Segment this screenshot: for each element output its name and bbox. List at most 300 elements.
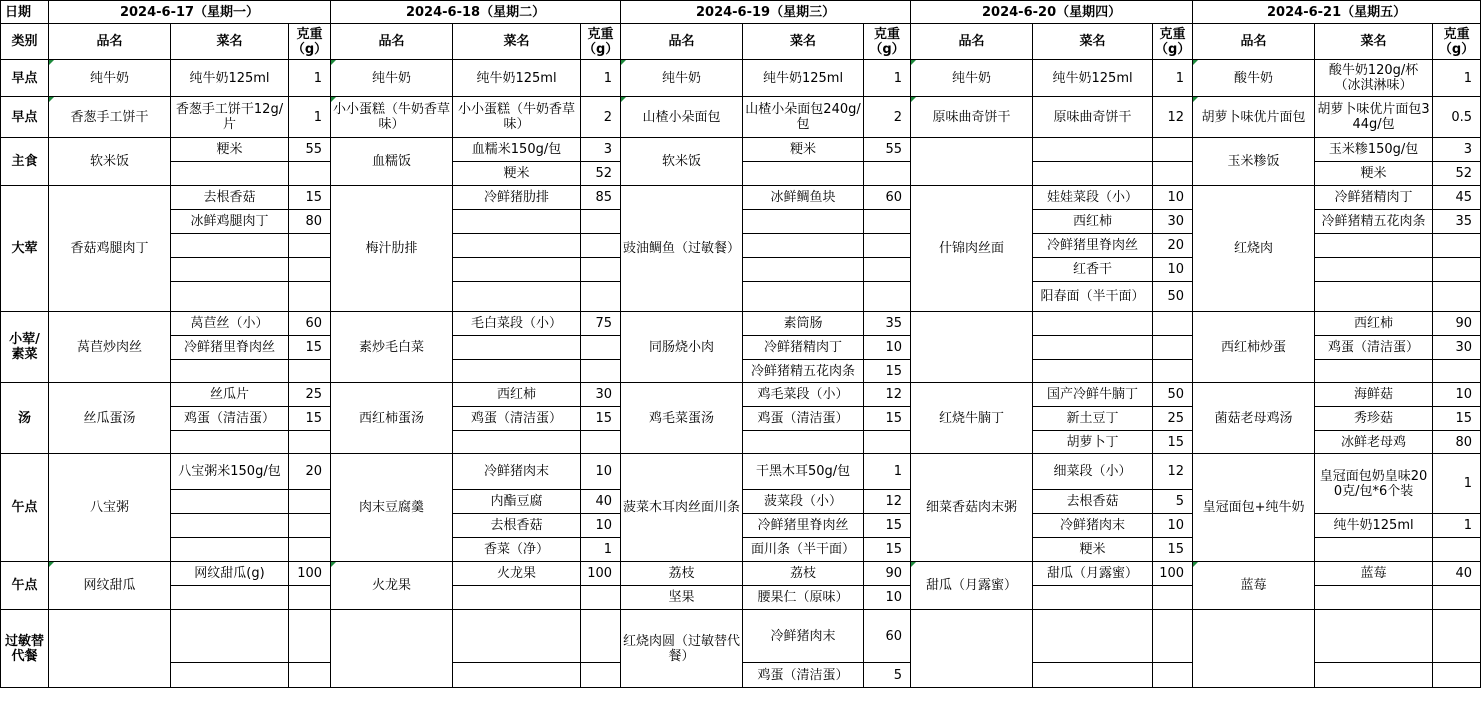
dish-name: 西红柿炒蛋 — [1193, 312, 1315, 383]
ingredient-name: 素筒肠 — [743, 312, 864, 336]
dish-name: 八宝粥 — [49, 454, 171, 562]
ingredient-weight: 80 — [289, 210, 331, 234]
ingredient-weight: 45 — [1433, 186, 1481, 210]
ingredient-name — [743, 162, 864, 186]
ingredient-weight: 90 — [1433, 312, 1481, 336]
category-label: 汤 — [1, 383, 49, 454]
ingredient-name: 冷鲜猪肋排 — [453, 186, 581, 210]
ingredient-name: 粳米 — [1315, 162, 1433, 186]
ingredient-weight: 12 — [1153, 454, 1193, 490]
category-label: 小荤/素菜 — [1, 312, 49, 383]
ingredient-name: 鸡蛋（清洁蛋） — [453, 407, 581, 431]
ingredient-weight: 1 — [864, 60, 911, 97]
ingredient-weight — [1153, 138, 1193, 162]
ingredient-name: 冷鲜猪肉末 — [1033, 514, 1153, 538]
ingredient-name: 山楂小朵面包240g/包 — [743, 97, 864, 138]
ingredient-weight: 1 — [1433, 60, 1481, 97]
ingredient-weight — [1153, 360, 1193, 383]
ingredient-name — [1033, 162, 1153, 186]
ingredient-weight: 10 — [864, 336, 911, 360]
ingredient-weight — [289, 162, 331, 186]
ingredient-name — [743, 234, 864, 258]
ingredient-weight: 15 — [1433, 407, 1481, 431]
ingredient-name: 新土豆丁 — [1033, 407, 1153, 431]
dish-name: 玉米糁饭 — [1193, 138, 1315, 186]
ingredient-name — [453, 360, 581, 383]
ingredient-weight: 30 — [1153, 210, 1193, 234]
ingredient-weight — [1433, 610, 1481, 663]
ingredient-name — [171, 234, 289, 258]
ingredient-weight: 1 — [1433, 514, 1481, 538]
ingredient-name — [171, 162, 289, 186]
ingredient-weight — [1153, 312, 1193, 336]
ingredient-weight: 10 — [1153, 514, 1193, 538]
ingredient-name: 鸡毛菜段（小） — [743, 383, 864, 407]
ingredient-weight: 90 — [864, 562, 911, 586]
ingredient-weight: 15 — [581, 407, 621, 431]
day-header: 2024-6-21（星期五） — [1193, 1, 1481, 24]
ingredient-name — [743, 258, 864, 282]
ingredient-name — [171, 514, 289, 538]
ingredient-name: 内酯豆腐 — [453, 490, 581, 514]
category-label: 午点 — [1, 454, 49, 562]
ingredient-name: 冷鲜猪精五花肉条 — [743, 360, 864, 383]
dish-name: 同肠烧小肉 — [621, 312, 743, 383]
ingredient-name — [1315, 258, 1433, 282]
ingredient-name: 粳米 — [1033, 538, 1153, 562]
ingredient-weight — [581, 234, 621, 258]
ingredient-weight — [581, 258, 621, 282]
ingredient-weight — [1433, 234, 1481, 258]
dish-name: 纯牛奶 — [331, 60, 453, 97]
dish-name: 红烧牛腩丁 — [911, 383, 1033, 454]
ingredient-name: 西红柿 — [453, 383, 581, 407]
ingredient-name: 秀珍菇 — [1315, 407, 1433, 431]
ingredient-name — [171, 431, 289, 454]
weight-column-header: 克重（g） — [864, 24, 911, 60]
ingredient-weight — [581, 336, 621, 360]
ingredient-weight: 100 — [1153, 562, 1193, 586]
ingredient-weight — [864, 282, 911, 312]
ingredient-weight — [864, 210, 911, 234]
ingredient-name — [1033, 138, 1153, 162]
dish-name: 肉末豆腐羹 — [331, 454, 453, 562]
ingredient-weight — [289, 234, 331, 258]
dish-name: 原味曲奇饼干 — [911, 97, 1033, 138]
ingredient-name: 莴苣丝（小） — [171, 312, 289, 336]
ingredient-name: 粳米 — [453, 162, 581, 186]
ingredient-name — [1033, 360, 1153, 383]
ingredient-weight: 20 — [1153, 234, 1193, 258]
ingredient-name — [171, 610, 289, 663]
ingredient-name — [1033, 610, 1153, 663]
ingredient-weight — [289, 258, 331, 282]
ingredient-name: 皇冠面包奶皇味200克/包*6个装 — [1315, 454, 1433, 514]
ingredient-name: 香葱手工饼干12g/片 — [171, 97, 289, 138]
dish-name: 山楂小朵面包 — [621, 97, 743, 138]
dish-name — [911, 138, 1033, 186]
ingredient-name: 西红柿 — [1033, 210, 1153, 234]
ingredient-weight — [289, 282, 331, 312]
day-header: 2024-6-20（星期四） — [911, 1, 1193, 24]
ingredient-name — [743, 431, 864, 454]
dish-name: 梅汁肋排 — [331, 186, 453, 312]
ingredient-weight — [864, 431, 911, 454]
ingredient-name: 八宝粥米150g/包 — [171, 454, 289, 490]
dish-name: 火龙果 — [331, 562, 453, 610]
ingredient-weight — [289, 360, 331, 383]
ingredient-name — [743, 282, 864, 312]
ingredient-name: 去根香菇 — [171, 186, 289, 210]
ingredient-name: 国产冷鲜牛腩丁 — [1033, 383, 1153, 407]
category-label: 午点 — [1, 562, 49, 610]
ingredient-name: 血糯米150g/包 — [453, 138, 581, 162]
dish-name: 软米饭 — [621, 138, 743, 186]
ingredient-name — [171, 586, 289, 610]
ingredient-name — [1315, 234, 1433, 258]
ingredient-weight: 30 — [1433, 336, 1481, 360]
ingredient-name: 纯牛奶125ml — [1315, 514, 1433, 538]
ingredient-name: 丝瓜片 — [171, 383, 289, 407]
dish-column-header: 品名 — [911, 24, 1033, 60]
ingredient-name: 纯牛奶125ml — [743, 60, 864, 97]
ingredient-name: 鸡蛋（清洁蛋） — [743, 663, 864, 688]
ingredient-name — [1033, 586, 1153, 610]
ingredient-weight: 2 — [864, 97, 911, 138]
dish-column-header: 品名 — [49, 24, 171, 60]
ingredient-weight — [1433, 586, 1481, 610]
ingredient-weight — [864, 258, 911, 282]
dish-name: 荔枝 — [621, 562, 743, 586]
ingredient-weight — [581, 431, 621, 454]
ingredient-weight: 35 — [864, 312, 911, 336]
ingredient-name: 甜瓜（月露蜜） — [1033, 562, 1153, 586]
dish-name: 血糯饭 — [331, 138, 453, 186]
dish-name: 莴苣炒肉丝 — [49, 312, 171, 383]
ingredient-name — [453, 610, 581, 663]
item-column-header: 菜名 — [171, 24, 289, 60]
ingredient-name: 冷鲜猪精五花肉条 — [1315, 210, 1433, 234]
dish-name: 纯牛奶 — [49, 60, 171, 97]
dish-name: 菠菜木耳肉丝面川条 — [621, 454, 743, 562]
ingredient-name: 毛白菜段（小） — [453, 312, 581, 336]
ingredient-weight: 20 — [289, 454, 331, 490]
ingredient-name: 荔枝 — [743, 562, 864, 586]
ingredient-weight — [289, 514, 331, 538]
dish-name: 蓝莓 — [1193, 562, 1315, 610]
dish-name: 酸牛奶 — [1193, 60, 1315, 97]
ingredient-weight: 3 — [581, 138, 621, 162]
ingredient-weight: 10 — [1433, 383, 1481, 407]
item-column-header: 菜名 — [743, 24, 864, 60]
ingredient-name: 阳春面（半干面） — [1033, 282, 1153, 312]
dish-name: 小小蛋糕（牛奶香草味） — [331, 97, 453, 138]
ingredient-name — [171, 360, 289, 383]
item-column-header: 菜名 — [1033, 24, 1153, 60]
ingredient-name: 娃娃菜段（小） — [1033, 186, 1153, 210]
ingredient-weight: 1 — [1433, 454, 1481, 514]
ingredient-name: 面川条（半干面） — [743, 538, 864, 562]
ingredient-name: 鸡蛋（清洁蛋） — [171, 407, 289, 431]
ingredient-name — [171, 282, 289, 312]
ingredient-weight — [1433, 282, 1481, 312]
dish-name: 甜瓜（月露蜜） — [911, 562, 1033, 610]
ingredient-weight: 25 — [1153, 407, 1193, 431]
ingredient-weight: 10 — [581, 454, 621, 490]
ingredient-weight — [581, 360, 621, 383]
category-label: 早点 — [1, 60, 49, 97]
ingredient-name: 红香干 — [1033, 258, 1153, 282]
ingredient-name: 菠菜段（小） — [743, 490, 864, 514]
ingredient-weight: 10 — [581, 514, 621, 538]
ingredient-name: 细菜段（小） — [1033, 454, 1153, 490]
ingredient-weight: 40 — [581, 490, 621, 514]
ingredient-weight: 12 — [864, 383, 911, 407]
ingredient-name: 冰鲜老母鸡 — [1315, 431, 1433, 454]
ingredient-name — [453, 431, 581, 454]
ingredient-name: 去根香菇 — [1033, 490, 1153, 514]
ingredient-weight: 10 — [864, 586, 911, 610]
ingredient-name: 原味曲奇饼干 — [1033, 97, 1153, 138]
dish-name — [911, 610, 1033, 688]
ingredient-weight: 50 — [1153, 383, 1193, 407]
dish-column-header: 品名 — [1193, 24, 1315, 60]
ingredient-name — [453, 663, 581, 688]
ingredient-weight: 60 — [864, 610, 911, 663]
ingredient-weight: 15 — [289, 336, 331, 360]
ingredient-name — [171, 663, 289, 688]
ingredient-weight: 0.5 — [1433, 97, 1481, 138]
ingredient-name: 胡萝卜丁 — [1033, 431, 1153, 454]
dish-name: 细菜香菇肉末粥 — [911, 454, 1033, 562]
ingredient-name: 冷鲜猪里脊肉丝 — [1033, 234, 1153, 258]
ingredient-weight — [1153, 663, 1193, 688]
weight-column-header: 克重（g） — [289, 24, 331, 60]
ingredient-name: 纯牛奶125ml — [171, 60, 289, 97]
ingredient-name — [1315, 663, 1433, 688]
ingredient-weight: 1 — [581, 538, 621, 562]
ingredient-name — [1315, 610, 1433, 663]
ingredient-weight — [289, 490, 331, 514]
weight-column-header: 克重（g） — [1153, 24, 1193, 60]
ingredient-name: 冷鲜猪里脊肉丝 — [743, 514, 864, 538]
ingredient-name — [1315, 360, 1433, 383]
ingredient-weight: 10 — [1153, 258, 1193, 282]
dish-name: 香葱手工饼干 — [49, 97, 171, 138]
category-label: 大荤 — [1, 186, 49, 312]
category-label: 早点 — [1, 97, 49, 138]
ingredient-weight: 15 — [1153, 431, 1193, 454]
ingredient-weight: 5 — [864, 663, 911, 688]
ingredient-weight — [1433, 360, 1481, 383]
dish-name: 纯牛奶 — [621, 60, 743, 97]
ingredient-name: 纯牛奶125ml — [1033, 60, 1153, 97]
ingredient-weight — [1153, 586, 1193, 610]
ingredient-name: 干黑木耳50g/包 — [743, 454, 864, 490]
ingredient-weight — [864, 234, 911, 258]
ingredient-weight: 12 — [1153, 97, 1193, 138]
ingredient-name: 西红柿 — [1315, 312, 1433, 336]
ingredient-name: 冷鲜猪精肉丁 — [743, 336, 864, 360]
ingredient-weight: 55 — [289, 138, 331, 162]
ingredient-name: 腰果仁（原味） — [743, 586, 864, 610]
ingredient-weight: 50 — [1153, 282, 1193, 312]
category-header: 类别 — [1, 24, 49, 60]
ingredient-weight — [289, 586, 331, 610]
ingredient-name — [743, 210, 864, 234]
ingredient-weight: 15 — [864, 407, 911, 431]
dish-name — [911, 312, 1033, 383]
ingredient-weight: 100 — [289, 562, 331, 586]
ingredient-name — [1315, 282, 1433, 312]
dish-name: 香菇鸡腿肉丁 — [49, 186, 171, 312]
dish-name: 西红柿蛋汤 — [331, 383, 453, 454]
ingredient-weight: 85 — [581, 186, 621, 210]
item-column-header: 菜名 — [453, 24, 581, 60]
item-column-header: 菜名 — [1315, 24, 1433, 60]
ingredient-weight: 25 — [289, 383, 331, 407]
dish-name: 坚果 — [621, 586, 743, 610]
ingredient-weight: 1 — [1153, 60, 1193, 97]
ingredient-name: 冷鲜猪肉末 — [453, 454, 581, 490]
dish-name: 皇冠面包+纯牛奶 — [1193, 454, 1315, 562]
day-header: 2024-6-19（星期三） — [621, 1, 911, 24]
dish-name: 胡萝卜味优片面包 — [1193, 97, 1315, 138]
ingredient-weight: 75 — [581, 312, 621, 336]
ingredient-weight — [864, 162, 911, 186]
dish-name — [1193, 610, 1315, 688]
ingredient-weight — [1433, 663, 1481, 688]
ingredient-weight — [289, 431, 331, 454]
ingredient-name — [1033, 663, 1153, 688]
ingredient-name: 冷鲜猪肉末 — [743, 610, 864, 663]
ingredient-weight: 15 — [864, 360, 911, 383]
ingredient-name: 纯牛奶125ml — [453, 60, 581, 97]
ingredient-weight: 15 — [864, 514, 911, 538]
ingredient-name — [1315, 538, 1433, 562]
ingredient-name: 玉米糁150g/包 — [1315, 138, 1433, 162]
ingredient-weight — [1153, 610, 1193, 663]
ingredient-name: 冷鲜猪里脊肉丝 — [171, 336, 289, 360]
ingredient-name: 冷鲜猪精肉丁 — [1315, 186, 1433, 210]
ingredient-name: 去根香菇 — [453, 514, 581, 538]
ingredient-weight: 5 — [1153, 490, 1193, 514]
day-header: 2024-6-17（星期一） — [49, 1, 331, 24]
ingredient-name: 酸牛奶120g/杯（冰淇淋味） — [1315, 60, 1433, 97]
ingredient-weight: 30 — [581, 383, 621, 407]
ingredient-name: 胡萝卜味优片面包344g/包 — [1315, 97, 1433, 138]
weight-column-header: 克重（g） — [1433, 24, 1481, 60]
ingredient-weight: 15 — [289, 407, 331, 431]
ingredient-name — [453, 210, 581, 234]
dish-column-header: 品名 — [621, 24, 743, 60]
ingredient-weight — [1153, 162, 1193, 186]
ingredient-weight: 35 — [1433, 210, 1481, 234]
dish-name: 纯牛奶 — [911, 60, 1033, 97]
ingredient-weight: 3 — [1433, 138, 1481, 162]
ingredient-weight: 1 — [289, 60, 331, 97]
dish-name: 红烧肉 — [1193, 186, 1315, 312]
ingredient-weight: 1 — [289, 97, 331, 138]
ingredient-name — [453, 282, 581, 312]
ingredient-weight: 52 — [581, 162, 621, 186]
ingredient-name — [453, 586, 581, 610]
ingredient-weight — [581, 282, 621, 312]
ingredient-weight: 100 — [581, 562, 621, 586]
dish-name: 丝瓜蛋汤 — [49, 383, 171, 454]
ingredient-name — [171, 538, 289, 562]
ingredient-name: 粳米 — [743, 138, 864, 162]
ingredient-weight: 1 — [864, 454, 911, 490]
ingredient-name: 香菜（净） — [453, 538, 581, 562]
ingredient-weight — [289, 663, 331, 688]
ingredient-name — [171, 490, 289, 514]
dish-name: 网纹甜瓜 — [49, 562, 171, 610]
ingredient-weight: 15 — [1153, 538, 1193, 562]
ingredient-weight — [1433, 258, 1481, 282]
ingredient-name: 小小蛋糕（牛奶香草味） — [453, 97, 581, 138]
ingredient-weight: 10 — [1153, 186, 1193, 210]
ingredient-weight — [581, 663, 621, 688]
ingredient-name — [171, 258, 289, 282]
ingredient-weight: 40 — [1433, 562, 1481, 586]
ingredient-weight: 15 — [864, 538, 911, 562]
ingredient-name: 鸡蛋（清洁蛋） — [1315, 336, 1433, 360]
ingredient-name: 蓝莓 — [1315, 562, 1433, 586]
category-label: 主食 — [1, 138, 49, 186]
dish-name: 软米饭 — [49, 138, 171, 186]
weight-column-header: 克重（g） — [581, 24, 621, 60]
dish-name: 什锦肉丝面 — [911, 186, 1033, 312]
ingredient-weight — [581, 586, 621, 610]
dish-name: 素炒毛白菜 — [331, 312, 453, 383]
date-header: 日期 — [1, 1, 49, 24]
ingredient-name: 冰鲜鸡腿肉丁 — [171, 210, 289, 234]
ingredient-weight: 1 — [581, 60, 621, 97]
ingredient-weight: 60 — [289, 312, 331, 336]
ingredient-name — [1033, 312, 1153, 336]
ingredient-name — [453, 336, 581, 360]
ingredient-weight — [581, 610, 621, 663]
dish-name: 豉油鲷鱼（过敏餐） — [621, 186, 743, 312]
ingredient-weight: 55 — [864, 138, 911, 162]
ingredient-name: 海鲜菇 — [1315, 383, 1433, 407]
dish-name — [331, 610, 453, 688]
ingredient-name: 火龙果 — [453, 562, 581, 586]
ingredient-weight: 52 — [1433, 162, 1481, 186]
ingredient-name: 网纹甜瓜(g) — [171, 562, 289, 586]
ingredient-weight: 15 — [289, 186, 331, 210]
dish-name: 红烧肉圆（过敏替代餐） — [621, 610, 743, 688]
ingredient-weight: 12 — [864, 490, 911, 514]
ingredient-weight: 60 — [864, 186, 911, 210]
ingredient-weight — [289, 538, 331, 562]
dish-column-header: 品名 — [331, 24, 453, 60]
ingredient-name — [1315, 586, 1433, 610]
ingredient-name — [1033, 336, 1153, 360]
category-label: 过敏替代餐 — [1, 610, 49, 688]
ingredient-weight — [581, 210, 621, 234]
ingredient-weight: 80 — [1433, 431, 1481, 454]
ingredient-name: 粳米 — [171, 138, 289, 162]
dish-name — [49, 610, 171, 688]
ingredient-name: 冰鲜鲷鱼块 — [743, 186, 864, 210]
ingredient-weight — [289, 610, 331, 663]
ingredient-weight — [1153, 336, 1193, 360]
dish-name: 菌菇老母鸡汤 — [1193, 383, 1315, 454]
ingredient-weight — [1433, 538, 1481, 562]
day-header: 2024-6-18（星期二） — [331, 1, 621, 24]
